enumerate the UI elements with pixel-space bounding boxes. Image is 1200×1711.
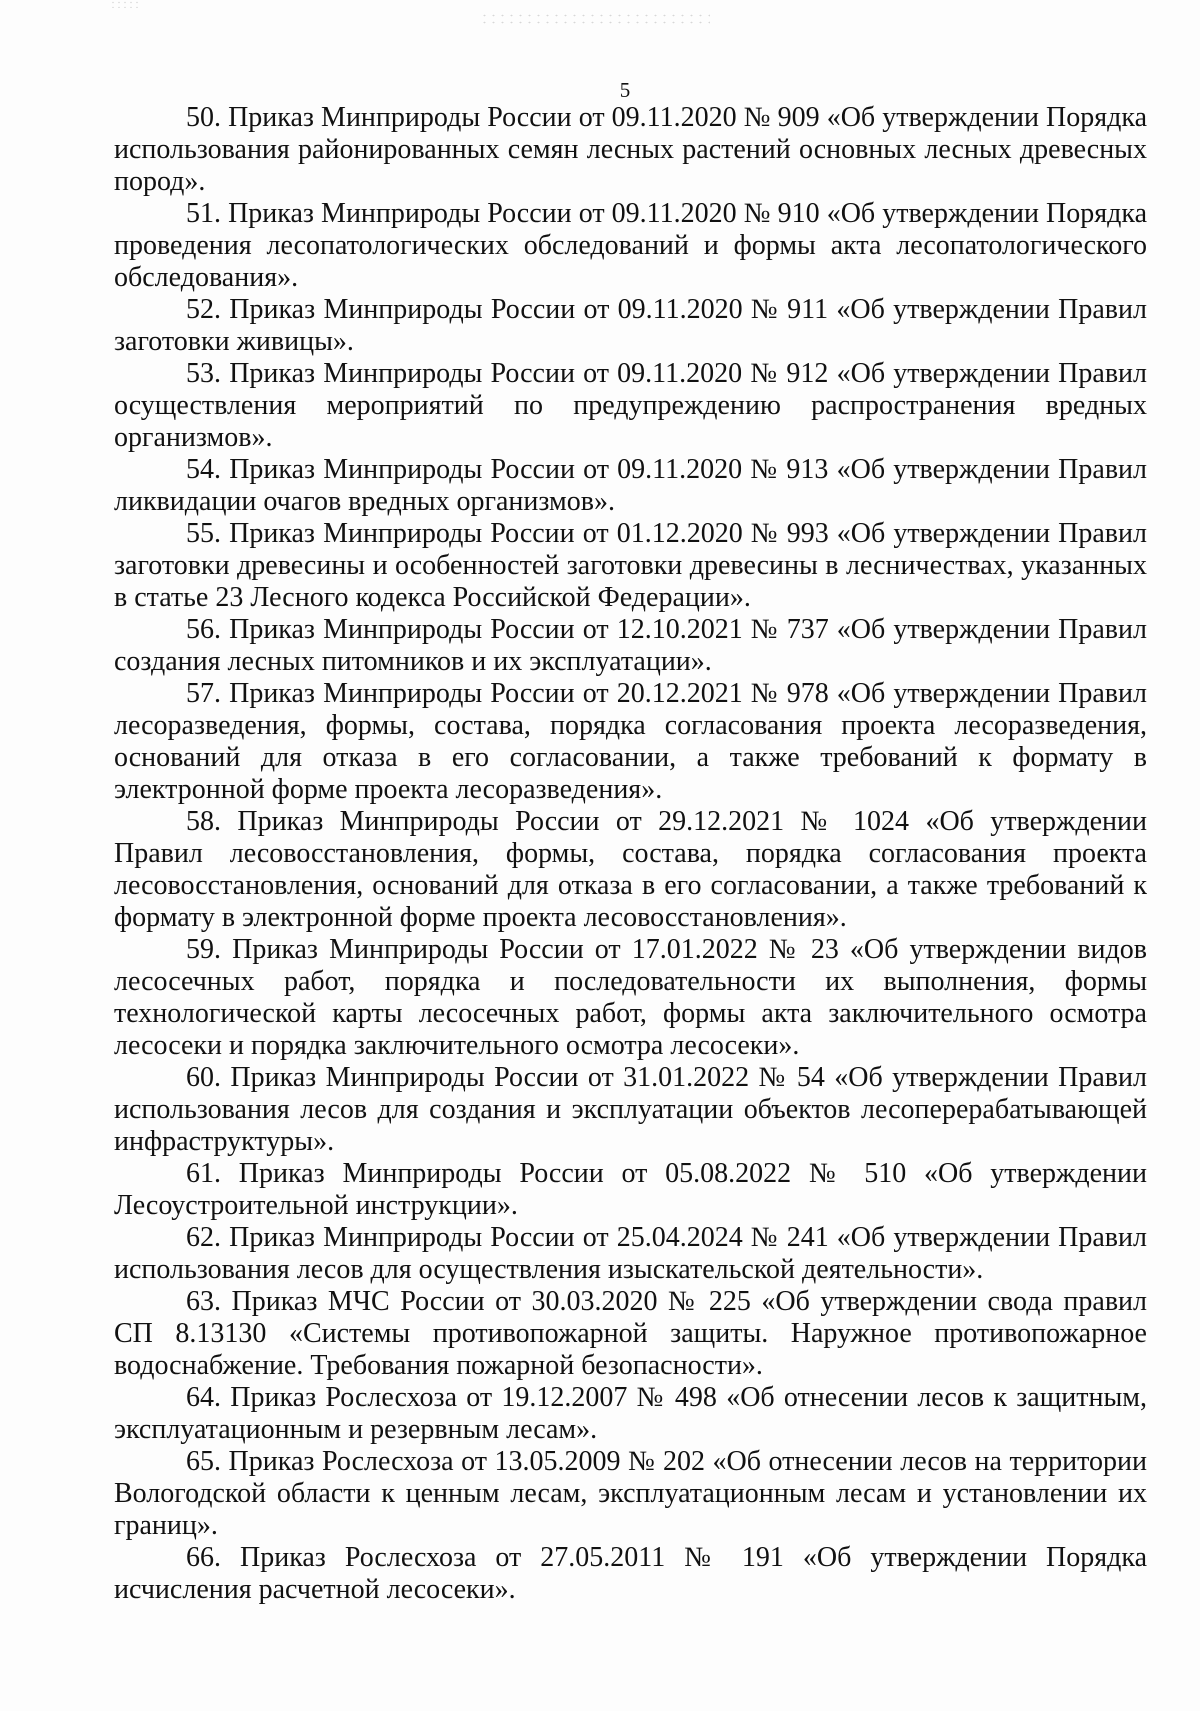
list-item: 55. Приказ Минприроды России от 01.12.2020 № 993 «Об утверждении Правил заготовки древесины и особенностей заготовки древесины в лесничествах, указанных в статье 23 Лесного кодекса Российской Федерации».	[114, 518, 1147, 613]
list-item: 54. Приказ Минприроды России от 09.11.2020 № 913 «Об утверждении Правил ликвидации очагов вредных организмов».	[114, 454, 1147, 517]
document-body	[114, 102, 1147, 1606]
list-item: 58. Приказ Минприроды России от 29.12.2021 № 1024 «Об утверждении Правил лесовосстановления, формы, состава, порядка согласования проекта лесовосстановления, оснований для отказа в его согласовании, а также требований к формату в электронной форме проекта лесовосстановления».	[114, 806, 1147, 933]
list-item: 57. Приказ Минприроды России от 20.12.2021 № 978 «Об утверждении Правил лесоразведения, формы, состава, порядка согласования проекта лесоразведения, оснований для отказа в его согласовании, а также требований к формату в электронной форме проекта лесоразведения».	[114, 678, 1147, 805]
list-item: 52. Приказ Минприроды России от 09.11.2020 № 911 «Об утверждении Правил заготовки живицы».	[114, 294, 1147, 357]
list-item: 63. Приказ МЧС России от 30.03.2020 № 225 «Об утверждении свода правил СП 8.13130 «Системы противопожарной защиты. Наружное противопожарное водоснабжение. Требования пожарной безопасности».	[114, 1286, 1147, 1381]
list-item: 51. Приказ Минприроды России от 09.11.2020 № 910 «Об утверждении Порядка проведения лесопатологических обследований и формы акта лесопатологического обследования».	[114, 198, 1147, 293]
list-item: 60. Приказ Минприроды России от 31.01.2022 № 54 «Об утверждении Правил использования лесов для создания и эксплуатации объектов лесоперерабатывающей инфраструктуры».	[114, 1062, 1147, 1157]
list-item: 66. Приказ Рослесхоза от 27.05.2011 № 191 «Об утверждении Порядка исчисления расчетной лесосеки».	[114, 1542, 1147, 1605]
list-item: 64. Приказ Рослесхоза от 19.12.2007 № 498 «Об отнесении лесов к защитным, эксплуатационным и резервным лесам».	[114, 1382, 1147, 1445]
list-item: 62. Приказ Минприроды России от 25.04.2024 № 241 «Об утверждении Правил использования лесов для осуществления изыскательской деятельности».	[114, 1222, 1147, 1285]
list-item: 59. Приказ Минприроды России от 17.01.2022 № 23 «Об утверждении видов лесосечных работ, порядка и последовательности их выполнения, формы технологической карты лесосечных работ, формы акта заключительного осмотра лесосеки и порядка заключительного осмотра лесосеки».	[114, 934, 1147, 1061]
scan-artifact	[480, 12, 710, 28]
list-item: 61. Приказ Минприроды России от 05.08.2022 № 510 «Об утверждении Лесоустроительной инструкции».	[114, 1158, 1147, 1221]
page-number: 5	[619, 78, 631, 102]
list-item: 50. Приказ Минприроды России от 09.11.2020 № 909 «Об утверждении Порядка использования районированных семян лесных растений основных лесных древесных пород».	[114, 102, 1147, 197]
scan-artifact	[110, 0, 140, 8]
list-item: 53. Приказ Минприроды России от 09.11.2020 № 912 «Об утверждении Правил осуществления мероприятий по предупреждению распространения вредных организмов».	[114, 358, 1147, 453]
list-item: 56. Приказ Минприроды России от 12.10.2021 № 737 «Об утверждении Правил создания лесных питомников и их эксплуатации».	[114, 614, 1147, 677]
list-item: 65. Приказ Рослесхоза от 13.05.2009 № 202 «Об отнесении лесов на территории Вологодской области к ценным лесам, эксплуатационным лесам и установлении их границ».	[114, 1446, 1147, 1541]
